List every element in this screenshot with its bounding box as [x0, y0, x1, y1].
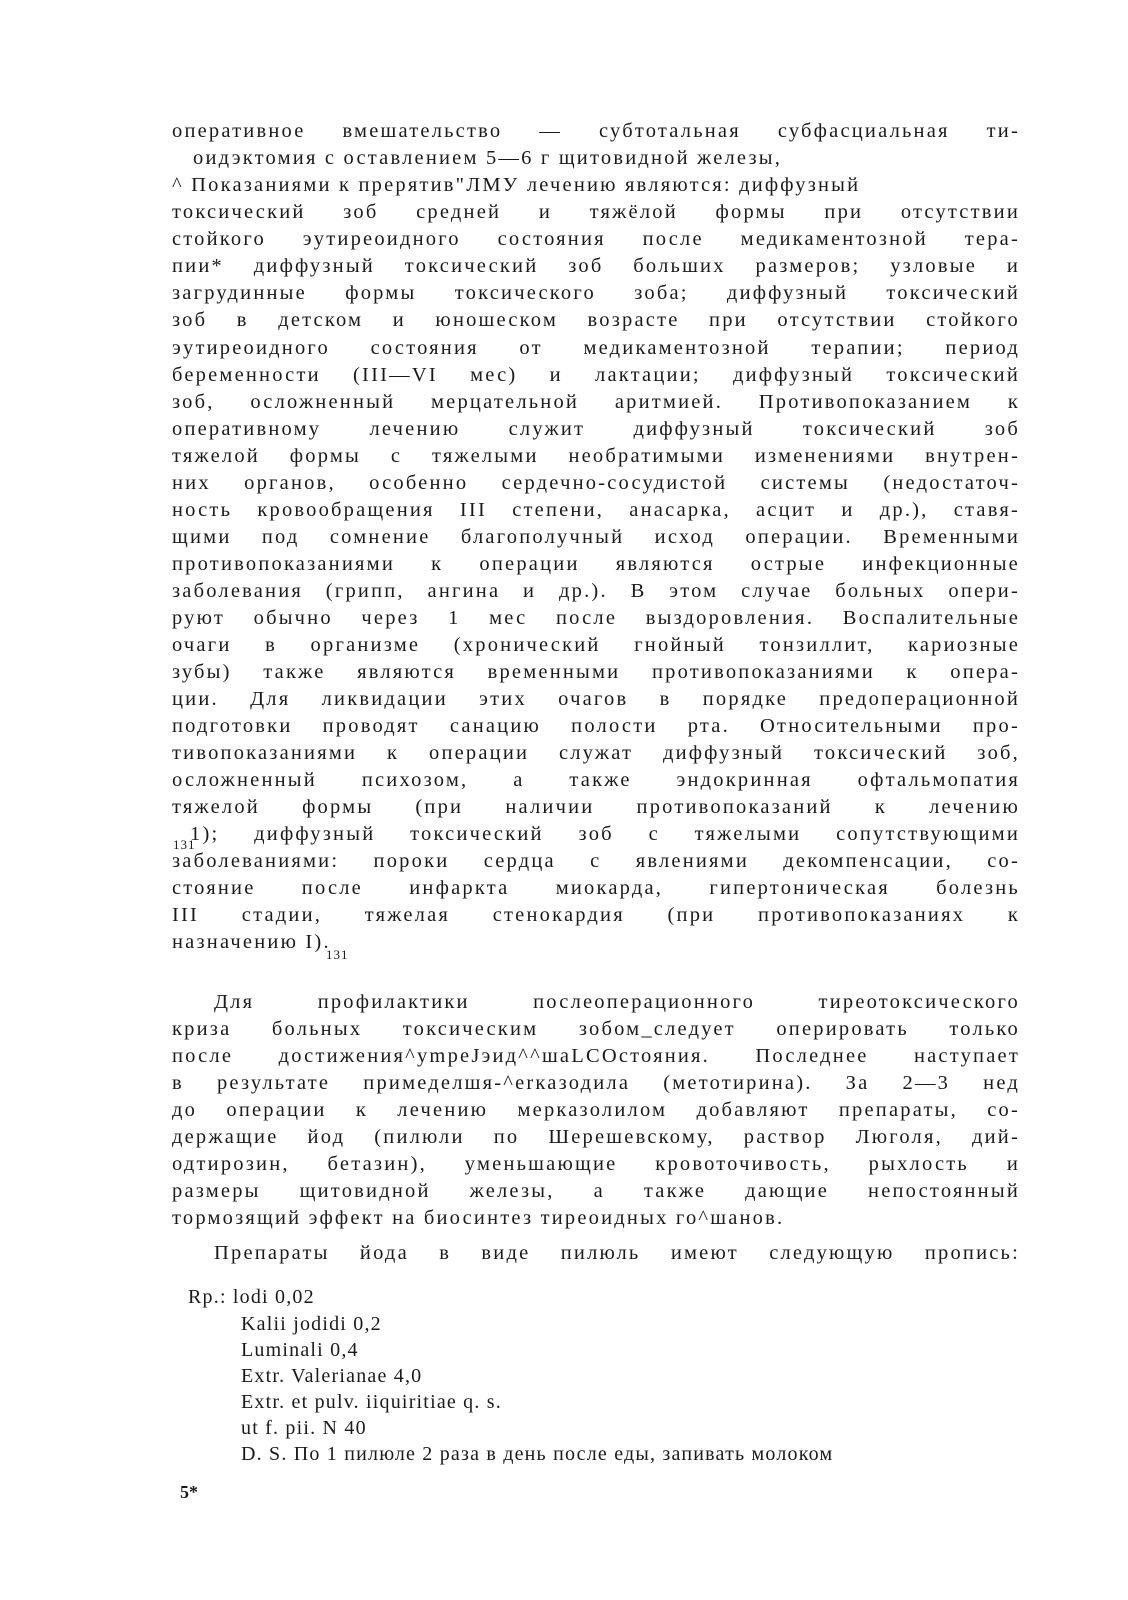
text-line: заболеваниями: пороки сердца с явлениями декомпенсации, со- — [172, 850, 1020, 872]
text-line: подготовки проводят санацию полости рта. Относительными про- — [172, 715, 1020, 737]
text-line: тормозящий эффект на биосинтез тиреоидных го^шанов. — [172, 1207, 785, 1229]
text-line: 1); диффузный токсический зоб с тяжелыми сопутствующими — [190, 823, 1020, 845]
text-line: ^ Показаниями к прерятив"ЛМУ лечению являются: диффузный — [172, 174, 861, 196]
text-line: осложненный психозом, а также эндокринная офтальмопатия — [172, 769, 1020, 791]
text-line: зоб, осложненный мерцательной аритмией. Противопоказанием к — [172, 391, 1020, 413]
text-line: пии* диффузный токсический зоб больших размеров; узловые и — [172, 255, 1020, 277]
page-number: 5* — [180, 1482, 198, 1502]
text-line: загрудинные формы токсического зоба; диффузный токсический — [172, 282, 1020, 304]
text-line: ции. Для ликвидации этих очагов в порядке предоперационной — [172, 688, 1020, 710]
text-line: оперативному лечению служит диффузный токсический зоб — [172, 418, 1020, 440]
text-line: тивопоказаниями к операции служат диффузный токсический зоб, — [172, 742, 1020, 764]
text-line: в результате примеделшя-^erказодила (метотирина). За 2—3 нед — [172, 1072, 1020, 1094]
text-line: зубы) также являются временными противопоказаниями к опера- — [172, 661, 1020, 683]
text-line: до операции к лечению мерказолилом добавляют препараты, со- — [172, 1099, 1020, 1121]
text-line: ность кровообращения III степени, анасарка, асцит и др.), ставя- — [172, 499, 1020, 521]
recipe-line: D. S. По 1 пилюле 2 раза в день после еды, запивать молоком — [241, 1443, 834, 1465]
recipe-line: Extr. Valerianae 4,0 — [241, 1365, 423, 1387]
recipe-line: Kalii jodidi 0,2 — [241, 1313, 382, 1335]
text-line: тяжелой формы с тяжелыми необратимыми изменениями внутрен- — [172, 445, 1020, 467]
text-line: назначению I). — [172, 931, 331, 953]
text-line: стояние после инфаркта миокарда, гипертоническая болезнь — [172, 877, 1020, 899]
isotope-superscript: 131 — [326, 947, 349, 962]
text-line: беременности (III—VI мес) и лактации; диффузный токсический — [172, 364, 1020, 386]
text-line: одтирозин, бетазин), уменьшающие кровоточивость, рыхлость и — [172, 1153, 1020, 1175]
text-line: криза больных токсическим зобом_следует оперировать только — [172, 1018, 1020, 1040]
text-line: токсический зоб средней и тяжёлой формы при отсутствии — [172, 201, 1020, 223]
recipe-line: Rp.: lodi 0,02 — [188, 1286, 315, 1308]
text-line: Для профилактики послеоперационного тиреотоксического — [214, 991, 1020, 1013]
text-line: стойкого эутиреоидного состояния после медикаментозной тера- — [172, 228, 1020, 250]
text-line: них органов, особенно сердечно-сосудистой системы (недостаточ- — [172, 472, 1020, 494]
text-line: тяжелой формы (при наличии противопоказаний к лечению — [172, 796, 1020, 818]
text-line: размеры щитовидной железы, а также дающие непостоянный — [172, 1180, 1020, 1202]
text-line: противопоказаниями к операции являются острые инфекционные — [172, 553, 1020, 575]
text-line: Препараты йода в виде пилюль имеют следующую пропись: — [214, 1242, 1020, 1264]
text-line: оидэктомия с оставлением 5—6 г щитовидной железы, — [193, 147, 783, 169]
isotope-superscript: 131 — [173, 837, 196, 852]
text-line: держащие йод (пилюли по Шерешевскому, раствор Люголя, дий- — [172, 1126, 1020, 1148]
recipe-line: ut f. pii. N 40 — [241, 1417, 367, 1439]
text-line: щими под сомнение благополучный исход операции. Временными — [172, 526, 1020, 548]
text-line: эутиреоидного состояния от медикаментозной терапии; период — [172, 337, 1020, 359]
text-line: руют обычно через 1 мес после выздоровления. Воспалительные — [172, 607, 1020, 629]
recipe-line: Luminali 0,4 — [241, 1339, 359, 1361]
text-line: заболевания (грипп, ангина и др.). В этом случае больных опери- — [172, 580, 1020, 602]
text-line: оперативное вмешательство — субтотальная субфасциальная ти- — [172, 120, 1020, 142]
recipe-line: Extr. et pulv. iiquiritiae q. s. — [241, 1391, 502, 1413]
text-line: после достижения^ympeJэид^^шаLCOстояния. Последнее наступает — [172, 1045, 1020, 1067]
text-line: зоб в детском и юношеском возрасте при отсутствии стойкого — [172, 309, 1020, 331]
text-line: очаги в организме (хронический гнойный тонзиллит, кариозные — [172, 634, 1020, 656]
text-line: III стадии, тяжелая стенокардия (при противопоказаниях к — [172, 904, 1020, 926]
